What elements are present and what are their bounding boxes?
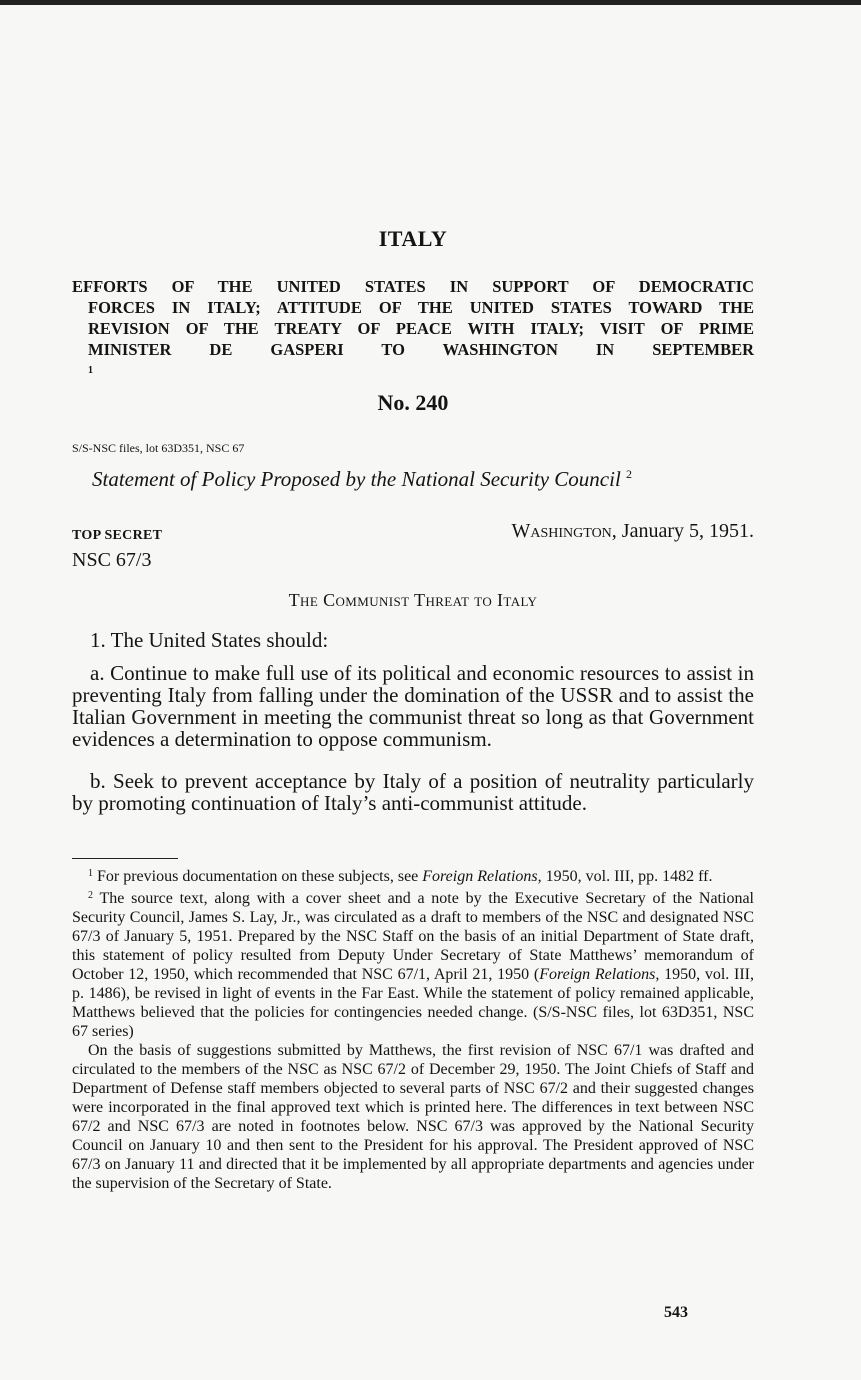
chapter-country-title: ITALY bbox=[378, 226, 448, 251]
footnote-2-continuation: On the basis of suggestions submitted by Matthews, the first revision of NSC 67/1 was drafted and circulated to the members of the NSC as NSC 67/2 of December 29, 1950. The Joint Chiefs of Staff and Department of Defense staff members objected to several parts of NSC 67/2 and their suggested changes were incorporated in the final approved text which is printed here. The differences in text between NSC 67/2 and NSC 67/3 are noted in footnotes below. NSC 67/3 was approved by the National Security Council on January 10 and then sent to the President for his approval. The President approved of NSC 67/3 on January 11 and directed that it be implemented by all appropriate departments and agencies under the supervision of the Secretary of State. bbox=[72, 1042, 754, 1192]
section-heading: The Communist Threat to Italy bbox=[288, 590, 538, 610]
document-number: No. 240 bbox=[377, 390, 449, 415]
footnote-2 bbox=[72, 886, 754, 1041]
chapter-subject-heading bbox=[72, 276, 754, 384]
document-title bbox=[92, 467, 632, 492]
footnote-1 bbox=[72, 864, 754, 886]
dateline-place: Washington, bbox=[511, 520, 617, 542]
footnote-1-marker: 1 bbox=[88, 868, 93, 879]
footnote-2-part1: The source text, along with a cover sheet and a note by the Executive Secretary of the National Security Council, James S. Lay, Jr., was circulated as a draft to members of the NSC and designated NSC 67/3 of January 5, 1951. Prepared by the NSC Staff on the basis of an initial Department of State draft, this statement of policy resulted from Deputy Under Secretary of State Matthews’ memorandum of October 12, 1950, which recommended that NSC 67/1, April 21, 1950 ( bbox=[72, 890, 754, 983]
source-note: S/S-NSC files, lot 63D351, NSC 67 bbox=[72, 441, 245, 455]
top-edge-rule bbox=[0, 0, 861, 5]
footnote-separator bbox=[72, 858, 178, 859]
footnote-1-pre: For previous documentation on these subjects, see bbox=[97, 868, 419, 885]
nsc-document-number: NSC 67/3 bbox=[72, 549, 152, 571]
subject-continuation bbox=[72, 297, 754, 384]
footnote-1-italic: Foreign Relations, bbox=[422, 868, 542, 885]
subject-line-2: FORCES IN ITALY; ATTITUDE OF THE UNITED STATES TOWARD THE bbox=[88, 298, 754, 317]
document-title-text: Statement of Policy Proposed by the National Security Council bbox=[92, 467, 621, 491]
footnote-1-post: 1950, vol. III, pp. 1482 ff. bbox=[545, 868, 713, 885]
paragraph-b: b. Seek to prevent acceptance by Italy of a position of neutrality particularly by promoting continuation of Italy’s anti-communist attitude. bbox=[72, 769, 754, 815]
classification-label: TOP SECRET bbox=[72, 528, 163, 543]
subject-footnote-ref: 1 bbox=[88, 365, 93, 376]
subject-line-3: REVISION OF THE TREATY OF PEACE WITH ITALY; VISIT OF PRIME bbox=[88, 319, 754, 338]
subject-line-4-text: MINISTER DE GASPERI TO WASHINGTON IN SEPTEMBER bbox=[88, 340, 754, 359]
footnotes bbox=[72, 864, 754, 1193]
subject-line-4 bbox=[88, 339, 754, 384]
page-number: 543 bbox=[664, 1304, 688, 1321]
footnote-2-marker: 2 bbox=[88, 890, 93, 901]
footnote-2-part2: 1950, vol. III, p. 1486), be revised in light of events in the Far East. While the statement of policy remained applicable, Matthews believed that the policies for contingencies needed change. (S/S-NSC files, lot 63D351, NSC 67 series) bbox=[72, 966, 755, 1040]
paragraph-1: 1. The United States should: bbox=[90, 628, 329, 652]
paragraph-a: a. Continue to make full use of its political and economic resources to assist in preventing Italy from falling under the domination of the USSR and to assist the Italian Government in meeting the communist threat so long as that Government evidences a determination to oppose communism. bbox=[72, 661, 754, 751]
footnote-2-italic: Foreign Relations, bbox=[539, 966, 660, 983]
title-footnote-ref: 2 bbox=[626, 467, 633, 481]
subject-line-1: EFFORTS OF THE UNITED STATES IN SUPPORT OF DEMOCRATIC bbox=[72, 277, 754, 296]
dateline bbox=[512, 520, 755, 543]
dateline-date: January 5, 1951. bbox=[621, 520, 754, 542]
